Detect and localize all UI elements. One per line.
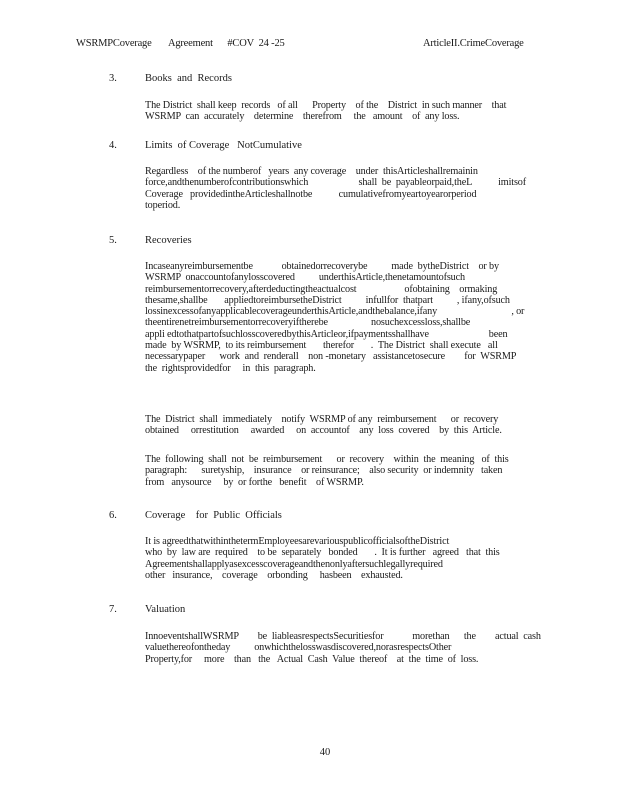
text-line: thesame,shallbe appliedtoreimbursetheDistrict infullfor thatpart , ifany,ofsuch: [145, 294, 510, 306]
header-left-text: WSRMPCoverage Agreement #COV 24 -25: [76, 38, 285, 49]
section-title: Recoveries: [145, 235, 192, 246]
text-line: The District shall keep records of all Property of the District in such manner that: [145, 100, 507, 111]
text-line: The District shall immediately notify WSRMP of any reimbursement or recovery: [145, 414, 499, 425]
text-line: WSRMP onaccountofanylosscovered underthisArticle,thenetamountofsuch: [145, 272, 465, 284]
text-line: appli edtothatpartofsuchlosscoveredbythisArticleor,ifpaymentsshallhave been: [145, 328, 508, 340]
section-number: 6.: [109, 510, 117, 521]
text-line: obtained orrestitution awarded on accountof any loss covered by this Article.: [145, 425, 502, 437]
text-line: from anysource by or forthe benefit of WSRMP.: [145, 476, 364, 488]
section-number: 4.: [109, 140, 117, 151]
section-title: Limits of Coverage NotCumulative: [145, 140, 302, 151]
page-number: 40: [319, 747, 331, 758]
text-line: valuethereofontheday onwhichthelosswasdiscovered,norasrespectsOther: [145, 642, 452, 654]
text-line: the rightsprovidedfor in this paragraph.: [145, 362, 316, 374]
text-line: Property,for more than the Actual Cash Value thereof at the time of loss.: [145, 653, 479, 665]
section-title: Valuation: [145, 604, 186, 615]
section-number: 3.: [109, 73, 117, 84]
section-number: 7.: [109, 604, 117, 615]
section-paragraph: [145, 100, 543, 123]
section-paragraph: [145, 414, 543, 437]
section-title: Coverage for Public Officials: [145, 510, 282, 521]
section-paragraph: [145, 631, 543, 665]
text-line: theentirenetreimbursementorrecoveryiftherebe nosuchexcessloss,shallbe: [145, 317, 471, 329]
text-line: lossinexcessofanyapplicablecoverageunderthisArticle,andthebalance,ifany , or: [145, 306, 525, 318]
section-title: Books and Records: [145, 73, 232, 84]
text-line: InnoeventshallWSRMP be liableasrespectsSecuritiesfor morethan the actual cash: [145, 631, 541, 642]
text-line: toperiod.: [145, 199, 181, 211]
text-line: who by law are required to be separately bonded . It is further agreed that this: [145, 547, 500, 559]
text-line: WSRMP can accurately determine therefrom the amount of any loss.: [145, 111, 460, 123]
section-paragraph: [145, 166, 543, 211]
text-line: Incaseanyreimbursementbe obtainedorrecoverybe made bytheDistrict or by: [145, 261, 499, 272]
text-line: paragraph: suretyship, insurance or reinsurance; also security or indemnity taken: [145, 465, 503, 477]
text-line: necessarypaper work and renderall non -monetary assistancetosecure for WSRMP: [145, 351, 517, 363]
text-line: The following shall not be reimbursement or recovery within the meaning of this: [145, 454, 509, 465]
section-paragraph: [145, 536, 543, 581]
text-line: It is agreedthatwithinthetermEmployeesarevariouspublicofficialsoftheDistrict: [145, 536, 450, 547]
section-paragraph: [145, 261, 543, 374]
text-line: made by WSRMP, to its reimbursement therefor . The District shall execute all: [145, 340, 498, 352]
text-line: reimbursementorrecovery,afterdeductingtheactualcost ofobtaining ormaking: [145, 283, 498, 295]
text-line: other insurance, coverage orbonding hasbeen exhausted.: [145, 569, 403, 581]
text-line: force,andthenumberofcontributionswhich shall be payableorpaid,theL imitsof: [145, 177, 526, 189]
text-line: Agreementshallapplyasexcesscoverageandthenonlyaftersuchlegallyrequired: [145, 558, 443, 570]
text-line: Regardless of the numberof years any coverage under thisArticleshallremainin: [145, 166, 478, 177]
text-line: Coverage providedintheArticleshallnotbe cumulativefromyeartoyearorperiod: [145, 188, 477, 200]
header-right-text: ArticleII.CrimeCoverage: [423, 38, 524, 49]
section-paragraph: [145, 454, 543, 488]
section-number: 5.: [109, 235, 117, 246]
